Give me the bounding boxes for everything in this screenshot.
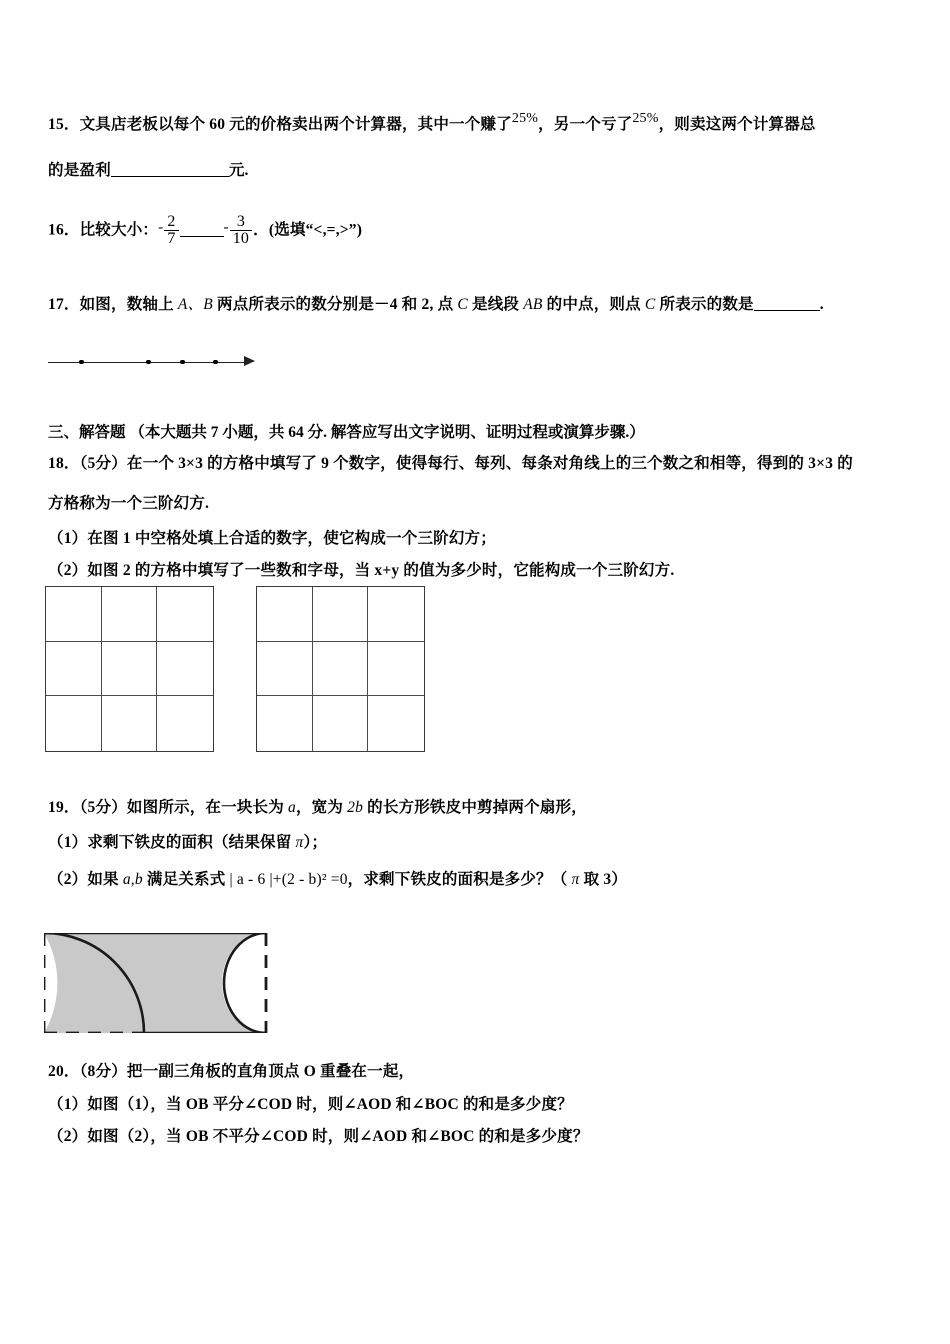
question-17-text-f: . [819,296,824,313]
question-17-answer-blank [754,310,820,311]
number-line-point-zero-dot [180,360,185,365]
question-20-points: （8分） [79,1063,127,1080]
question-20-line-1: 把一副三角板的直角顶点 O 重叠在一起， [126,1063,415,1080]
question-16-fraction-1-sign: - [158,219,164,236]
magic-square-grid-1 [45,586,214,752]
question-17-point-c: C [457,296,468,313]
grid-1-cell-r3c1[interactable] [46,696,102,751]
question-19-text-c: 的长方形铁皮中剪掉两个扇形， [363,799,587,816]
question-15-answer-blank [111,176,229,177]
question-15-percent-2: 25% [632,111,659,126]
grid-2-cell-r1c2[interactable] [313,587,369,642]
sheet-metal-figure [44,933,274,1033]
question-15-line-1 [48,108,816,136]
question-15 [48,108,816,136]
question-15-text-e: 元. [228,162,249,179]
fraction-1-denominator: 7 [164,230,178,248]
question-18-number: 18． [48,455,80,472]
grid-2-cell-r1c3[interactable] [368,587,424,642]
grid-1-cell-r1c3[interactable] [157,587,213,642]
number-line-point-c-dot [146,360,151,365]
grid-1-cell-r2c3[interactable] [157,642,213,697]
question-18-sub-1: （1）在图 1 中空格处填上合适的数字，使它构成一个三阶幻方； [48,530,496,547]
grid-1-cell-r1c2[interactable] [102,587,158,642]
question-19 [48,796,587,819]
question-19-sub-2-text-d: 取 3） [579,871,628,888]
number-line-figure [48,340,268,386]
fraction-1-numerator: 2 [167,213,176,230]
question-16-label: 比较大小： [79,221,159,239]
question-19-points: （5分） [79,799,127,816]
question-18-line-2: 方格称为一个三阶幻方. [48,495,210,512]
question-17-text-e: 所表示的数是 [655,296,754,313]
magic-square-grid-2 [256,586,425,752]
question-19-sub-1-text-a: （1）求剩下铁皮的面积（结果保留 [48,834,296,851]
question-15-percent-1: 25% [511,111,539,126]
question-17-text-b: 两点所表示的数分别是－4 和 2, 点 [212,296,458,313]
question-19-sub-2-text-b: 满足关系式 [142,871,230,888]
question-17-text-c: 是线段 [467,296,524,313]
question-19-sub-1 [48,831,327,854]
remaining-area-fill [44,933,264,1033]
question-16-answer-blank [180,236,224,237]
grid-2-cell-r2c1[interactable] [257,642,313,697]
question-16-fraction-1 [164,214,178,248]
grid-2-cell-r2c3[interactable] [368,642,424,697]
number-line-arrow-icon [244,356,255,366]
question-18-line-1: 在一个 3×3 的方格中填写了 9 个数字，使得每行、每列、每条对角线上的三个数之和相等，得到的 3×3 的 [126,455,853,472]
number-line-point-b-dot [213,360,218,365]
question-15-text-c: ，则卖这两个计算器总 [658,116,816,133]
question-19-var-2b: 2b [347,799,364,816]
question-16-fraction-2 [230,214,252,248]
question-15-line-2 [48,159,249,182]
question-16 [48,214,362,248]
question-20-number: 20． [48,1063,80,1080]
question-18 [48,452,853,475]
question-15-text-a: 文具店老板以每个 60 元的价格卖出两个计算器，其中一个赚了 [79,116,512,133]
question-19-sub-2 [48,868,627,891]
question-20 [48,1060,414,1083]
question-19-var-a: a [288,799,296,816]
question-19-text-b: ，宽为 [295,799,348,816]
question-19-sub-2-text-c: ，求剩下铁皮的面积是多少？（ [347,871,572,888]
grid-2-cell-r3c2[interactable] [313,696,369,751]
grid-1-cell-r2c1[interactable] [46,642,102,697]
question-19-sub-2-equation: | a - 6 |+(2 - b)² =0 [229,871,348,888]
grid-1-cell-r3c3[interactable] [157,696,213,751]
fraction-2-denominator: 10 [230,230,252,248]
fraction-2-numerator: 3 [236,213,246,230]
question-20-sub-2: （2）如图（2），当 OB 不平分∠COD 时，则∠AOD 和∠BOC 的和是多少度？ [48,1128,589,1145]
question-17-segment-ab: AB [523,296,543,313]
question-17-number: 17． [48,296,80,313]
section-3-heading: 三、解答题 （本大题共 7 小题，共 64 分. 解答应写出文字说明、证明过程或演算步骤.） [48,424,645,441]
grid-2-cell-r3c1[interactable] [257,696,313,751]
question-17-text-a: 如图，数轴上 [79,296,178,313]
grid-2-cell-r1c1[interactable] [257,587,313,642]
question-17-points-ab: A、B [177,296,213,313]
grid-1-cell-r1c1[interactable] [46,587,102,642]
grid-2-cell-r2c2[interactable] [313,642,369,697]
question-19-number: 19． [48,799,80,816]
question-19-sub-1-pi: π [295,834,304,851]
question-19-sub-2-vars: a,b [122,871,143,888]
question-16-hint: ．(选填“<,=,>”) [253,221,363,239]
sheet-metal-diagram [44,933,274,1033]
question-17 [48,293,824,316]
question-15-number: 15． [48,116,80,133]
question-17-point-c2: C [644,296,656,313]
question-20-sub-1: （1）如图（1），当 OB 平分∠COD 时，则∠AOD 和∠BOC 的和是多少度？ [48,1096,573,1113]
question-19-text-a: 如图所示，在一块长为 [126,799,288,816]
question-15-text-d: 的是盈利 [48,162,111,179]
question-19-sub-1-text-b: ）； [303,834,328,851]
question-19-sub-2-text-a: （2）如果 [48,871,123,888]
grid-1-cell-r3c2[interactable] [102,696,158,751]
number-line-point-a-dot [79,360,84,365]
question-18-sub-2: （2）如图 2 的方格中填写了一些数和字母，当 x+y 的值为多少时，它能构成一个三阶幻方. [48,562,675,579]
question-17-text-d: 的中点，则点 [542,296,645,313]
question-15-text-b: ，另一个亏了 [538,116,633,133]
question-16-fraction-2-sign: - [223,219,229,236]
question-18-points: （5分） [79,455,127,472]
grid-2-cell-r3c3[interactable] [368,696,424,751]
grid-1-cell-r2c2[interactable] [102,642,158,697]
question-19-sub-2-pi: π [571,871,580,888]
question-16-number: 16． [48,221,80,239]
